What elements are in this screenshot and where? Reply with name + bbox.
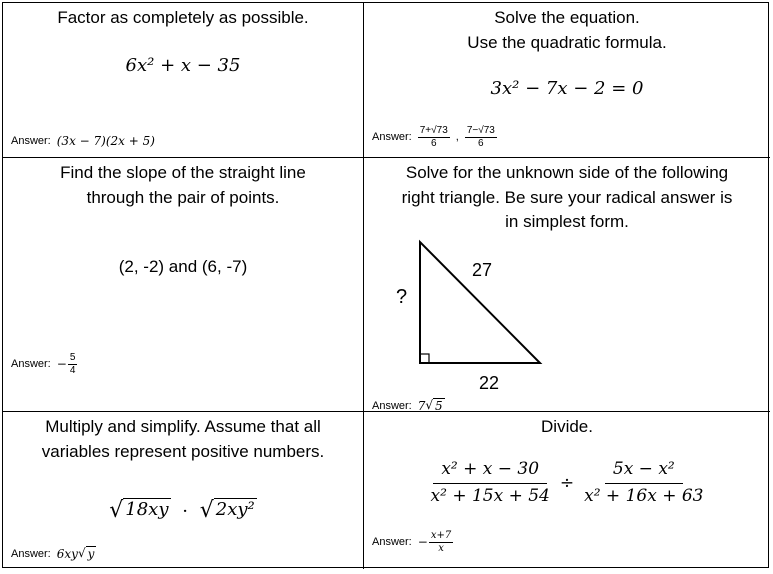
- prompt-line: Multiply and simplify. Assume that all: [45, 417, 321, 436]
- fraction-denominator: 4: [69, 364, 76, 376]
- answer-sign: −: [56, 357, 67, 371]
- answer-coefficient: 6xy: [56, 546, 78, 561]
- fraction-numerator: 7−√73: [466, 125, 495, 136]
- fraction-numerator: x² + x − 30: [433, 460, 547, 484]
- answer-label: Answer:: [11, 135, 51, 147]
- problem-prompt: Divide.: [541, 417, 593, 436]
- problem-expression: [364, 460, 770, 506]
- fraction-denominator: x: [438, 542, 444, 554]
- fraction-1: [427, 460, 554, 506]
- right-angle-marker: [420, 354, 429, 363]
- problem-expression: 6x² + x − 35: [125, 55, 241, 76]
- fraction-2: [580, 460, 707, 506]
- right-triangle-figure: [364, 158, 770, 412]
- answer-sign: −: [417, 535, 428, 549]
- problem-expression: [3, 498, 363, 523]
- worksheet-grid: [2, 2, 769, 568]
- fraction-denominator: 6: [430, 137, 437, 149]
- problem-prompt: Factor as completely as possible.: [57, 8, 309, 27]
- problem-quadratic: [364, 3, 770, 158]
- prompt-line: in simplest form.: [505, 212, 629, 231]
- answer-row: [11, 352, 77, 376]
- answer-separator: ,: [455, 131, 459, 143]
- answer-label: Answer:: [372, 131, 412, 143]
- answer-coefficient: 7: [417, 398, 426, 412]
- answer-row: [11, 134, 155, 148]
- sqrt-radicand: y: [87, 547, 95, 561]
- fraction-numerator: x+7: [430, 530, 452, 541]
- multiply-dot: ·: [182, 501, 188, 522]
- fraction-numerator: 7+√73: [419, 125, 448, 136]
- problem-divide: [364, 412, 770, 569]
- problem-radicals: [3, 412, 364, 569]
- answer-fraction-2: [465, 125, 497, 149]
- problem-factor: [3, 3, 364, 158]
- prompt-line: variables represent positive numbers.: [41, 441, 325, 461]
- hypotenuse-label: 27: [472, 260, 493, 280]
- sqrt-symbol: √ 5: [425, 398, 443, 412]
- fraction-numerator: 5: [69, 352, 76, 363]
- answer-row: [372, 398, 445, 412]
- fraction-denominator: x² + 16x + 63: [584, 485, 704, 506]
- sqrt-radicand: 5: [435, 399, 443, 412]
- answer-label: Answer:: [372, 399, 412, 412]
- answer-label: Answer:: [11, 547, 51, 560]
- fraction-numerator: 5x − x²: [605, 460, 683, 484]
- prompt-line: through the pair of points.: [86, 187, 280, 207]
- sqrt-radicand: 2xy²: [214, 498, 257, 523]
- answer-value: [57, 546, 97, 561]
- sqrt-term-2: √ 2xy²: [199, 498, 255, 523]
- answer-fraction: [429, 530, 453, 554]
- problem-prompt: [3, 161, 363, 210]
- answer-label: Answer:: [372, 536, 412, 548]
- answer-value: [418, 398, 445, 412]
- sqrt-term-1: √ 18xy: [109, 498, 169, 523]
- answer-row: [372, 530, 453, 554]
- sqrt-symbol: √ y: [77, 546, 95, 561]
- base-label: 22: [479, 373, 500, 393]
- problem-triangle: [364, 158, 770, 412]
- sqrt-radicand: 18xy: [123, 498, 170, 523]
- answer-value: [57, 352, 78, 376]
- problem-slope: [3, 158, 364, 412]
- unknown-side-label: ?: [396, 286, 408, 308]
- fraction-denominator: x² + 15x + 54: [430, 485, 550, 506]
- answer-row: [11, 546, 96, 561]
- answer-value: (3x − 7)(2x + 5): [56, 134, 155, 148]
- problem-prompt: [3, 415, 363, 464]
- answer-fraction: [68, 352, 78, 376]
- divide-sign: ÷: [559, 473, 575, 494]
- points-text: (2, -2) and (6, -7): [118, 257, 248, 276]
- fraction-denominator: 6: [478, 137, 484, 149]
- prompt-line: Solve for the unknown side of the following: [405, 163, 729, 182]
- answer-row: [372, 125, 497, 149]
- prompt-line: Use the quadratic formula.: [467, 32, 667, 52]
- answer-label: Answer:: [11, 358, 51, 370]
- answer-value: [418, 530, 453, 554]
- answer-fraction-1: [418, 125, 450, 149]
- problem-expression: 3x² − 7x − 2 = 0: [490, 78, 644, 99]
- prompt-line: right triangle. Be sure your radical answer is: [401, 187, 733, 207]
- prompt-line: Find the slope of the straight line: [60, 163, 306, 182]
- prompt-line: Solve the equation.: [494, 8, 640, 27]
- problem-prompt: [364, 6, 770, 55]
